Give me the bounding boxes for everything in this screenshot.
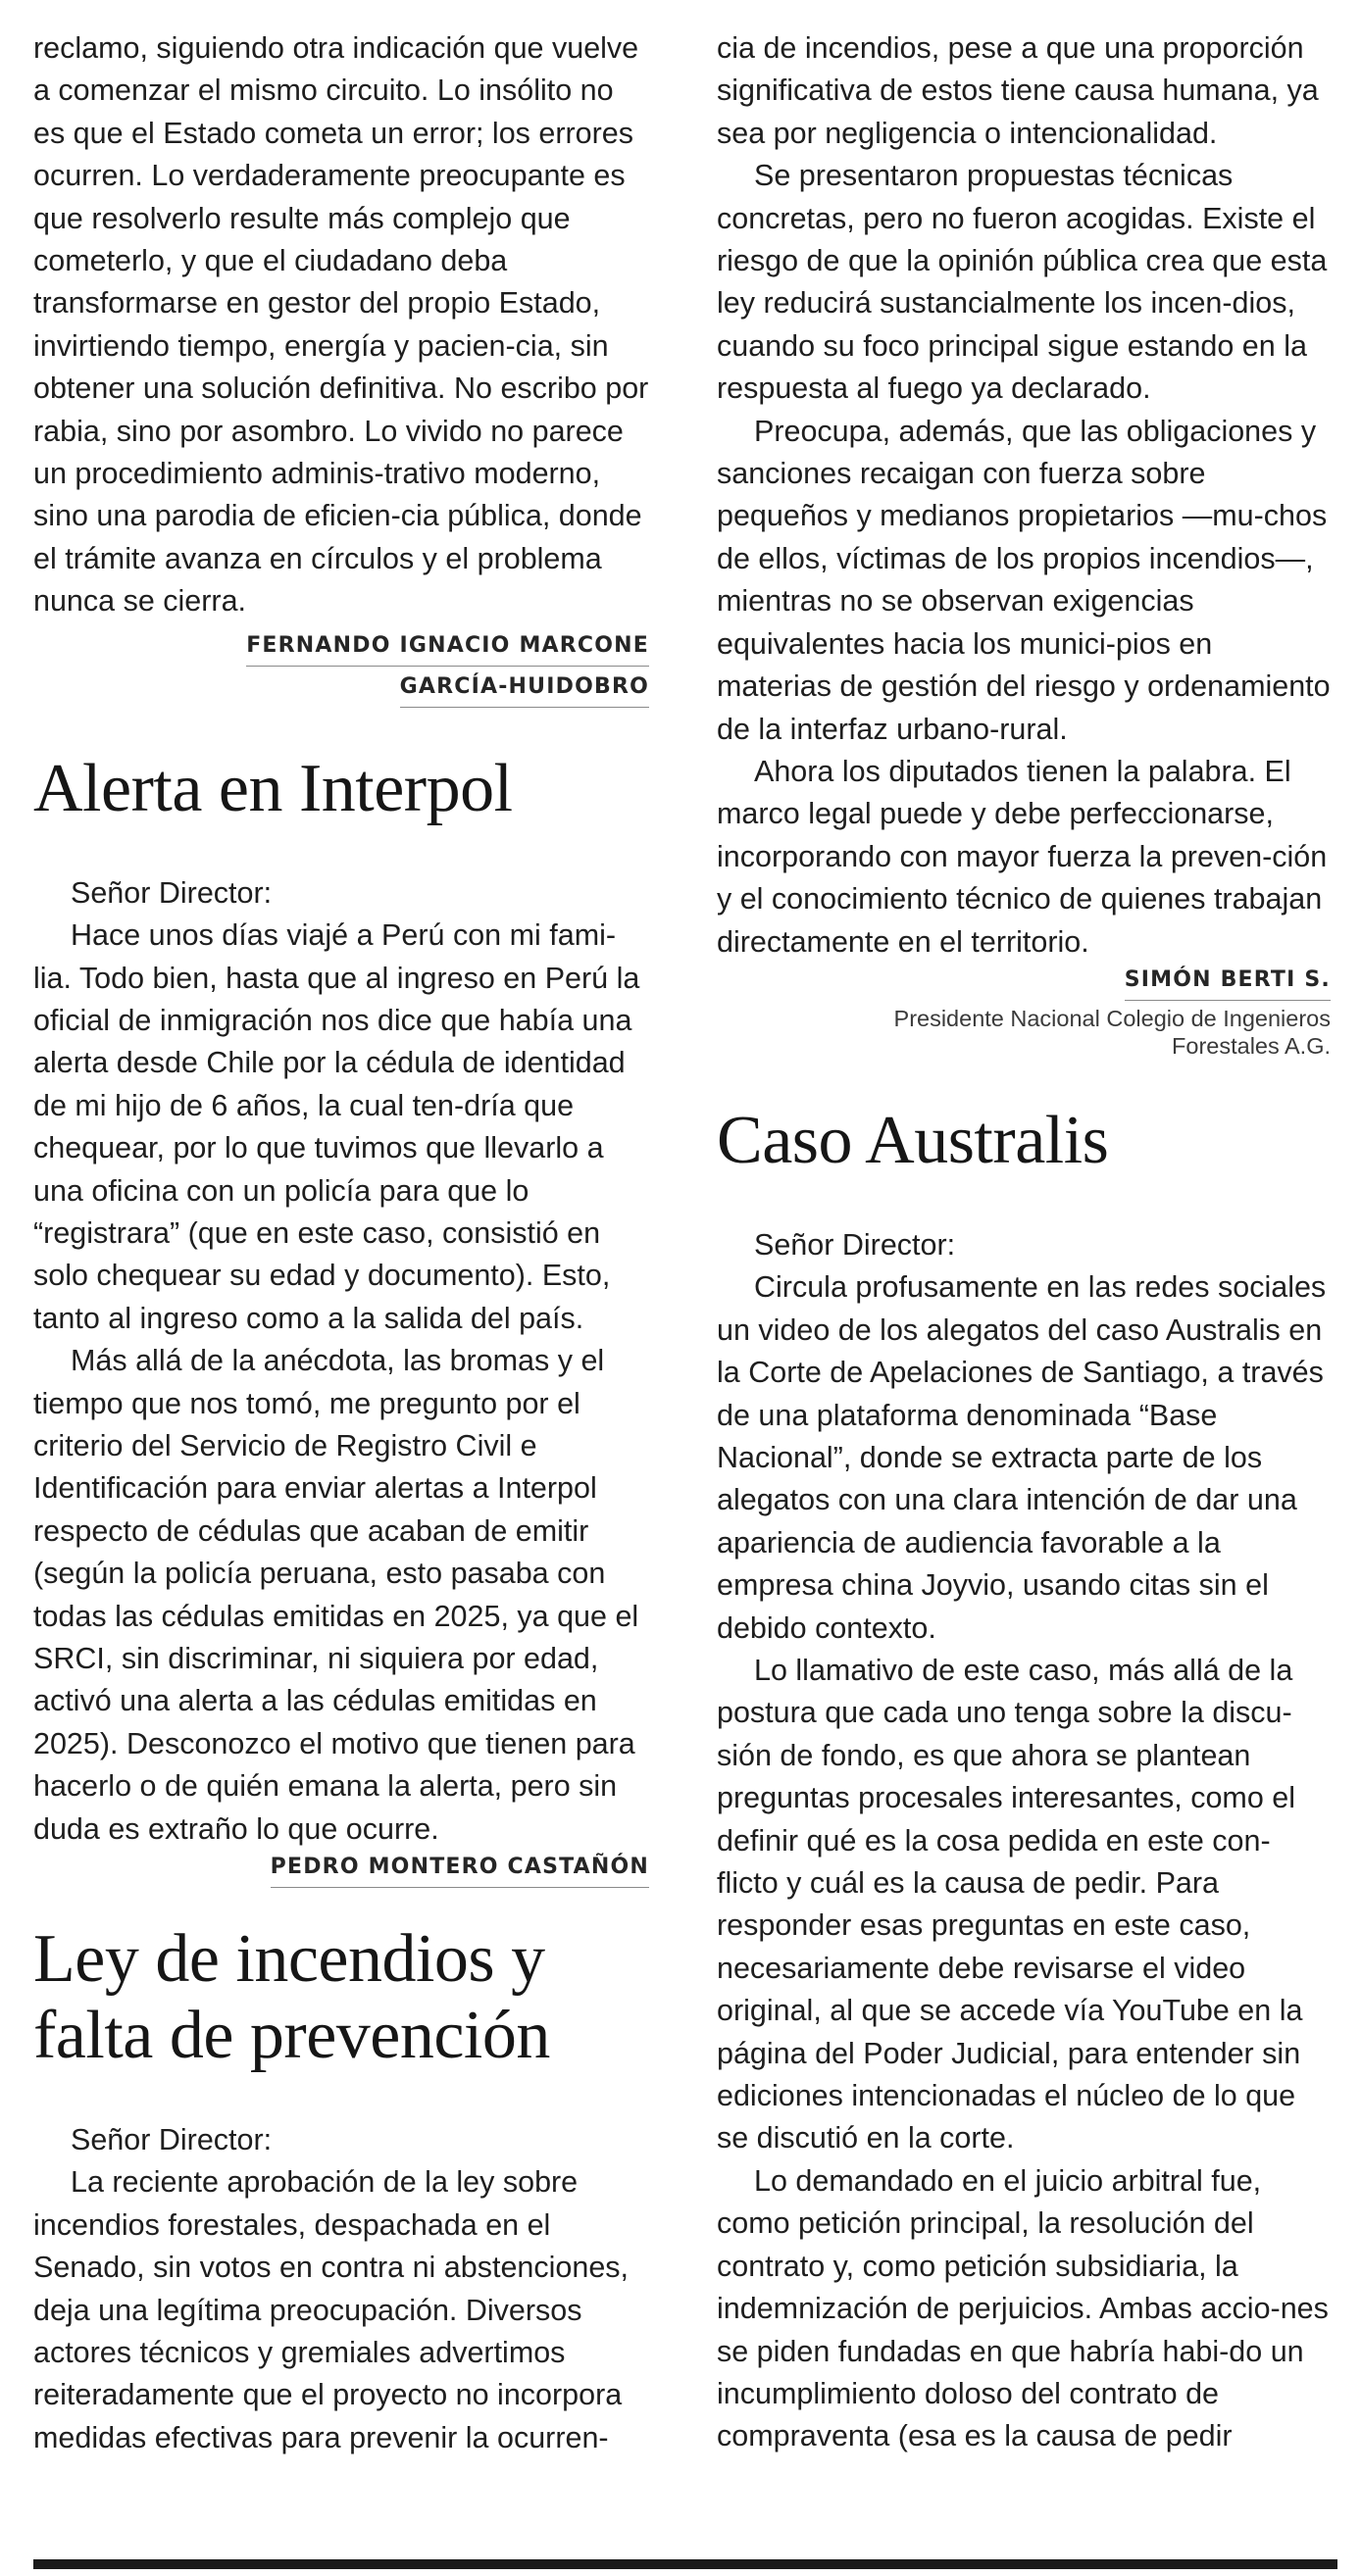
article-paragraph: Se presentaron propuestas técnicas concretas, pero no fueron acogidas. Existe el riesgo de que la opinión pública crea que esta ley reducirá sustancialmente los incen-dios, cuando su foco principal sigue estando en la respuesta al fuego ya declarado. xyxy=(717,159,1328,406)
right-column xyxy=(717,27,1331,2458)
article-paragraph: Ahora los diputados tienen la palabra. El marco legal puede y debe perfeccionarse, incorporando con mayor fuerza la preven-ción y el conocimiento técnico de quienes trabajan directamente en el territorio. xyxy=(717,754,1328,959)
article-paragraph: Preocupa, además, que las obligaciones y sanciones recaigan con fuerza sobre pequeños y medianos propietarios —mu-chos de ellos, víctimas de los propios incendios—, mientras no se observan exigencias equivalentes hacia los munici-pios en materias de gestión del riesgo y ordenamiento de la interfaz urbano-rural. xyxy=(717,414,1331,746)
signature-name: SIMÓN BERTI S. xyxy=(1125,964,1331,1001)
headline-line-2: falta de prevención xyxy=(33,1998,550,2074)
signature xyxy=(33,1851,649,1892)
signature xyxy=(33,629,649,670)
article-headline: Alerta en Interpol xyxy=(33,750,513,826)
signature xyxy=(33,670,649,712)
headline-line-1: Ley de incendios y xyxy=(33,1921,545,1998)
signature-role-line-2: Forestales A.G. xyxy=(1172,1032,1331,1059)
article-headline xyxy=(33,1921,649,2074)
salutation: Señor Director: xyxy=(71,2123,273,2157)
salutation: Señor Director: xyxy=(754,1227,956,1262)
letter-continuation-paragraph: reclamo, siguiendo otra indicación que vuelve a comenzar el mismo circuito. Lo insólito no es que el Estado cometa un error; los errores ocurren. Lo verdaderamente preocupante es que resolverlo resulte más complejo que cometerlo, y que el ciudadano deba transformarse en gestor del propio Estado, invirtiendo tiempo, energía y pacien-cia, sin obtener una solución definitiva. No escribo por rabia, sino por asombro. Lo vivido no parece un procedimiento adminis-trativo moderno, sino una parodia de eficien-cia pública, donde el trámite avanza en círculos y el problema nunca se cierra. xyxy=(33,31,649,619)
article-paragraph: La reciente aprobación de la ley sobre incendios forestales, despachada en el Senado, sin votos en contra ni abstenciones, deja una legítima preocupación. Diversos actores técnicos y gremiales advertimos reiteradamente que el proyecto no incorpora medidas efectivas para prevenir la ocurren- xyxy=(33,2165,630,2454)
article-paragraph: Lo llamativo de este caso, más allá de la postura que cada uno tenga sobre la discu-sión de fondo, es que ahora se plantean preguntas procesales interesantes, como el definir qué es la cosa pedida en este con-flicto y cuál es la causa de pedir. Para responder esas preguntas en este caso, necesariamente debe revisarse el video original, al que se accede vía YouTube en la página del Poder Judicial, para entender sin ediciones intencionadas el núcleo de lo que se discutió en la corte. xyxy=(717,1654,1303,2155)
article-paragraph: Hace unos días viajé a Perú con mi fami-lia. Todo bien, hasta que al ingreso en Perú la oficial de inmigración nos dice que había una alerta desde Chile por la cédula de identidad de mi hijo de 6 años, la cual ten-dría que chequear, por lo que tuvimos que llevarlo a una oficina con un policía para que lo “registrara” (que en este caso, consistió en solo chequear su edad y documento). Esto, tanto al ingreso como a la salida del país. xyxy=(33,918,640,1335)
signature-name-line-2: GARCÍA-HUIDOBRO xyxy=(400,670,649,708)
left-column xyxy=(33,27,649,2459)
salutation: Señor Director: xyxy=(71,875,273,910)
signature-role-line-1: Presidente Nacional Colegio de Ingenieros xyxy=(893,1005,1331,1031)
signature-name-line-1: FERNANDO IGNACIO MARCONE xyxy=(246,629,649,667)
signature-name: PEDRO MONTERO CASTAÑÓN xyxy=(271,1851,649,1888)
page-bottom-rule xyxy=(33,2559,1337,2569)
article-paragraph: Lo demandado en el juicio arbitral fue, como petición principal, la resolución del contrato y, como petición subsidiaria, la indemnización de perjuicios. Ambas accio-nes se piden fundadas en que habría habi-do un incumplimiento doloso del contrato de compraventa (esa es la causa de pedir xyxy=(717,2163,1329,2453)
article-headline: Caso Australis xyxy=(717,1102,1109,1178)
signature xyxy=(717,964,1331,1005)
article-paragraph: Circula profusamente en las redes sociales un video de los alegatos del caso Australis en la Corte de Apelaciones de Santiago, a través de una plataforma denominada “Base Nacional”, donde se extracta parte de los alegatos con una clara intención de dar una apariencia de audiencia favorable a la empresa china Joyvio, usando citas sin el debido contexto. xyxy=(717,1270,1327,1645)
article-paragraph-continuation: cia de incendios, pese a que una proporción significativa de estos tiene causa humana, ya sea por negligencia o intencionalidad. xyxy=(717,31,1319,150)
article-paragraph: Más allá de la anécdota, las bromas y el tiempo que nos tomó, me pregunto por el criterio del Servicio de Registro Civil e Identificación para enviar alertas a Interpol respecto de cédulas que acaban de emitir (según la policía peruana, esto pasaba con todas las cédulas emitidas en 2025, ya que el SRCI, sin discriminar, ni siquiera por edad, activó una alerta a las cédulas emitidas en 2025). Desconozco el motivo que tienen para hacerlo o de quién emana la alerta, pero sin duda es extraño lo que ocurre. xyxy=(33,1344,639,1846)
